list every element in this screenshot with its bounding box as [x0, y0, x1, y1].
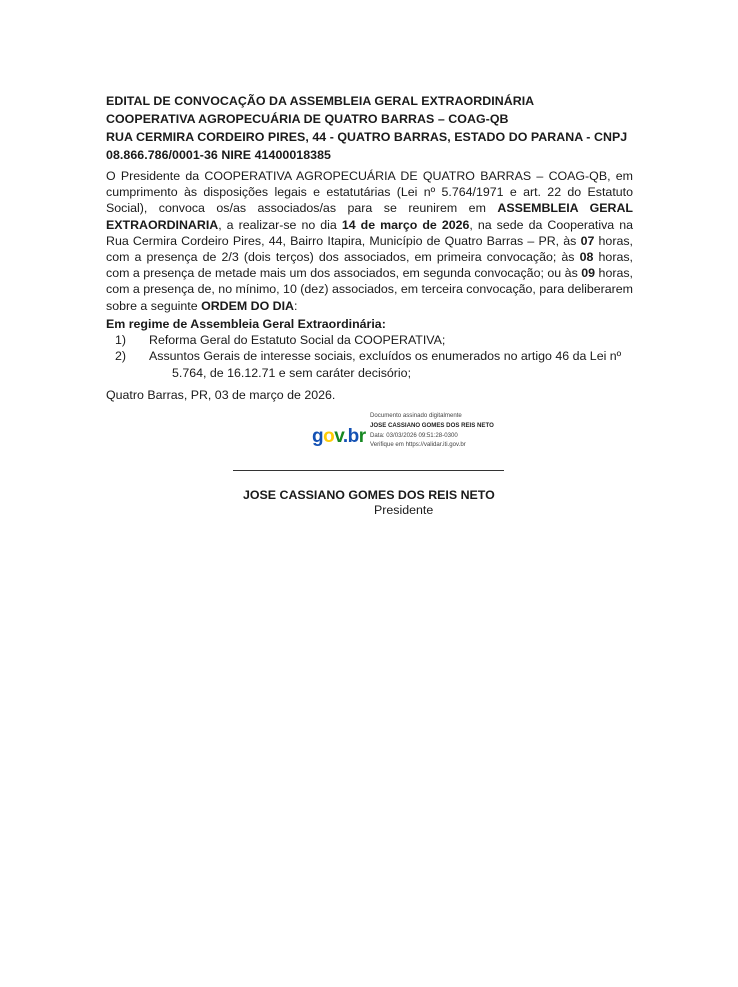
- paragraph-text: O Presidente da COOPERATIVA AGROPECUÁRIA DE QUATRO BARRAS – COAG-QB, em cumprimento às disposições legais e estatutárias (Lei nº 5.764/1971 e art. 22 do Estatuto Social), convoca os/as associados/as para se reunirem em: [106, 169, 633, 216]
- document-date: Quatro Barras, PR, 03 de março de 2026.: [106, 388, 336, 402]
- paragraph-text: , na sede da Cooperativa na Rua Cermira Cordeiro Pires, 44, Bairro Itapira, Município de Quatro Barras – PR, às: [106, 217, 634, 248]
- header-registration: 08.866.786/0001-36 NIRE 41400018385: [106, 148, 331, 162]
- agenda-item-number: 1): [115, 333, 127, 348]
- agenda-item-text: Reforma Geral do Estatuto Social da COOPERATIVA;: [149, 333, 446, 348]
- agenda-label: ORDEM DO DIA: [201, 298, 294, 313]
- paragraph-text: , a realizar-se no dia: [218, 217, 342, 232]
- document-header: [106, 92, 646, 164]
- convocation-paragraph: [106, 168, 633, 314]
- signature-line: [233, 470, 504, 471]
- digital-signature-stamp: [312, 411, 512, 456]
- agenda-item-continuation: 5.764, de 16.12.71 e sem caráter decisório;: [172, 365, 412, 380]
- first-call-hour: 07: [580, 233, 595, 248]
- third-call-hour: 09: [581, 266, 596, 281]
- header-title: EDITAL DE CONVOCAÇÃO DA ASSEMBLEIA GERAL EXTRAORDINÁRIA: [106, 94, 535, 108]
- second-call-hour: 08: [579, 250, 594, 265]
- signature-verify-link[interactable]: Verifique em https://validar.iti.gov.br: [370, 441, 466, 449]
- assembly-type: ASSEMBLEIA GERAL EXTRAORDINARIA: [106, 201, 633, 232]
- signer-name: JOSE CASSIANO GOMES DOS REIS NETO: [243, 488, 495, 502]
- govbr-logo: [312, 421, 366, 449]
- signature-caption: Documento assinado digitalmente: [370, 412, 462, 419]
- agenda-title: Em regime de Assembleia Geral Extraordinária:: [106, 317, 386, 331]
- signature-signer-name: JOSE CASSIANO GOMES DOS REIS NETO: [370, 421, 494, 429]
- signature-datetime: Data: 03/03/2026 09:51:28-0300: [370, 431, 458, 439]
- header-address: RUA CERMIRA CORDEIRO PIRES, 44 - QUATRO BARRAS, ESTADO DO PARANA - CNPJ: [106, 130, 628, 144]
- paragraph-text: :: [294, 298, 298, 313]
- agenda-item-number: 2): [115, 349, 127, 364]
- agenda-item: [106, 348, 634, 380]
- paragraph-text: horas, com a presença de, no mínimo, 10 (dez) associados, em terceira convocação, para deliberarem sobre a seguinte: [106, 266, 633, 313]
- agenda-item: [106, 332, 646, 348]
- paragraph-text: horas, com a presença de 2/3 (dois terços) dos associados, em primeira convocação; às: [106, 233, 633, 265]
- svg-text:gov.br: gov.br: [312, 426, 366, 447]
- signer-role: Presidente: [374, 503, 434, 517]
- signature-details: [370, 411, 494, 450]
- agenda-section: [106, 316, 646, 381]
- assembly-date: 14 de março de 2026: [341, 217, 470, 232]
- paragraph-text: horas, com a presença de metade mais um dos associados, em segunda convocação; ou às: [106, 250, 633, 281]
- agenda-item-text: Assuntos Gerais de interesse sociais, excluídos os enumerados no artigo 46 da Lei nº: [149, 349, 622, 364]
- header-cooperative: COOPERATIVA AGROPECUÁRIA DE QUATRO BARRAS – COAG-QB: [106, 112, 509, 126]
